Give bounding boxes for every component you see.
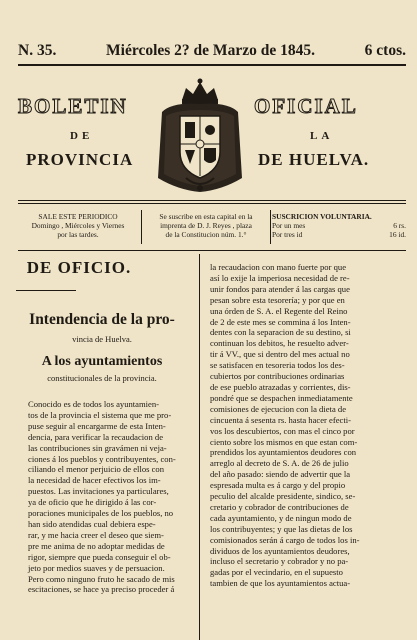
price-row: Por tres id 16 id. xyxy=(272,230,406,239)
text-line: de ese pueblo atrazadas y corrientes, dis- xyxy=(210,381,351,392)
masthead-provincia: PROVINCIA xyxy=(26,150,134,169)
left-column xyxy=(18,258,186,595)
publication-schedule: SALE ESTE PERIODICO Domingo , Miércoles y Viernes por las tardes. xyxy=(31,212,125,239)
text-line: ciones á los pueblos y contribuyentes, con- xyxy=(28,453,176,464)
text-line: unir fondos para atender á las cargas que xyxy=(210,283,350,294)
text-line: pondré que se despachen inmediatamente xyxy=(210,392,353,403)
masthead xyxy=(18,78,406,198)
text-line: dividuos de los ayuntamientos deudores, xyxy=(210,545,350,556)
text-line: así lo exije la imperiosa necesidad de re- xyxy=(210,272,350,283)
text-line: dencia, para verificar la recaudacion de xyxy=(28,431,164,442)
article-heading: Intendencia de la pro- xyxy=(29,311,175,328)
article-body-right xyxy=(210,262,380,589)
text-line: las contribuciones sin gravámen ni veja- xyxy=(28,442,167,453)
text-line: Pero como ninguno fruto he sacado de mis xyxy=(28,573,175,584)
masthead-de: DE xyxy=(70,130,94,142)
text-line: cretario y cobrador de contribuciones de xyxy=(210,501,349,512)
issue-line xyxy=(18,42,406,60)
subscription-box xyxy=(18,208,406,248)
text-line: incluso el secretario y cobrador y no pa- xyxy=(210,556,349,567)
article-addressee-sub: constitucionales de la provincia. xyxy=(47,373,157,383)
text-line: tos de la provincia el sistema que me pro- xyxy=(28,409,172,420)
info-divider xyxy=(141,210,142,244)
issue-price: 6 ctos. xyxy=(364,42,406,59)
info-bottom-rule xyxy=(18,250,406,251)
subscription-place: Se suscribe en esta capital en la imprenta de D. J. Reyes , plaza de la Constitucion núm. 1.° xyxy=(159,212,253,239)
article-body-left xyxy=(18,399,186,595)
text-line: vos los descubiertos, con mas el cinco por xyxy=(210,425,355,436)
text-line: rigor, siempre que pueda conseguir el ob- xyxy=(28,551,171,562)
text-line: comisiones de ejecucion con la dieta de xyxy=(210,403,347,414)
text-line: gadas por el vecindario, en el supuesto xyxy=(210,567,343,578)
masthead-de-huelva: DE HUELVA. xyxy=(258,150,370,169)
text-line: jeto por medios suaves y de persuacion. xyxy=(28,562,165,573)
section-title: DE OFICIO. xyxy=(26,258,132,277)
text-line: dentes con la separacion de su destino, si xyxy=(210,327,351,338)
text-line: cincuenta á sesenta rs. hasta hacer efecti- xyxy=(210,414,351,425)
text-line: la recaudacion con mano fuerte por que xyxy=(210,262,347,272)
text-line: prendidos los ayuntamientos deudores con xyxy=(210,447,357,458)
text-line: la necesidad de hacer efectivos los im- xyxy=(28,475,161,486)
text-line: de 2 de este mes se commina á los Inten- xyxy=(210,316,351,327)
section-rule xyxy=(16,290,76,291)
text-line: puestos. Las invitaciones ya particulares, xyxy=(28,486,169,497)
text-line: peculio del alcalde presidente, sindico, se- xyxy=(210,491,356,502)
text-line: pre me anima de no adoptar medidas de xyxy=(28,540,165,551)
masthead-rule-1 xyxy=(18,200,406,201)
text-line: comisionados serán á cargo de todos los in- xyxy=(210,534,360,545)
text-line: escitaciones, se hace ya preciso proceder á xyxy=(28,584,175,595)
text-line: tambien de que los ayuntamientos actua- xyxy=(210,578,351,589)
text-line: ciliando el menor perjuicio de ellos con xyxy=(28,464,165,475)
text-line: Conocido es de todos los ayuntamien- xyxy=(28,399,160,409)
masthead-oficial: OFICIAL xyxy=(254,94,358,118)
issue-date: Miércoles 2? de Marzo de 1845. xyxy=(106,42,315,59)
text-line: una órden de S. A. el Regente del Reino xyxy=(210,305,348,316)
text-line: puse seguir al encargarme de esta Inten- xyxy=(28,420,166,431)
text-line: poraciones municipales de los pueblos, no xyxy=(28,508,174,519)
masthead-boletin: BOLETIN xyxy=(18,94,128,118)
text-line: continuan los debitos, he resuelto adver- xyxy=(210,338,349,349)
text-line: rar, y me hacia creer el deseo que siem- xyxy=(28,529,164,540)
text-line: cubiertos por contribuciones ordinarias xyxy=(210,371,345,382)
text-line: ciento sobre los mismos en que estan com- xyxy=(210,436,358,447)
top-rule xyxy=(18,64,406,66)
coat-of-arms-icon xyxy=(152,78,248,196)
text-line: han sido atendidas cual debiera espe- xyxy=(28,518,156,529)
text-line: del año pasado: siendo de advertir que la xyxy=(210,469,351,480)
right-column xyxy=(210,262,380,589)
info-divider xyxy=(270,210,271,244)
text-line: ya de oficio que he dirigido á las cor- xyxy=(28,497,157,508)
subscription-prices: SUSCRICION VOLUNTARIA. Por un mes 6 rs. Por tres id 16 id. xyxy=(272,212,406,239)
article-subheading: vincia de Huelva. xyxy=(72,334,132,344)
text-line: arreglo al decreto de S. A. de 26 de julio xyxy=(210,458,349,469)
column-divider xyxy=(199,254,200,640)
issue-number: N. 35. xyxy=(18,42,57,59)
text-line: tir á VV., que si dentro del mes actual no xyxy=(210,349,350,360)
price-row: Por un mes 6 rs. xyxy=(272,221,406,230)
text-line: pesan sobre esta tesorería; y por que en xyxy=(210,294,345,305)
text-line: se satisfacen en tesoreria todos los des- xyxy=(210,360,345,371)
text-line: espresada multa es á cargo y del propio xyxy=(210,480,346,491)
article-addressee: A los ayuntamientos xyxy=(41,354,163,369)
masthead-la: LA xyxy=(310,130,334,142)
text-line: los contribuyentes; y que las dietas de los xyxy=(210,523,353,534)
text-line: cada ayuntamiento, y de ningun modo de xyxy=(210,512,352,523)
masthead-rule-2 xyxy=(18,203,406,204)
